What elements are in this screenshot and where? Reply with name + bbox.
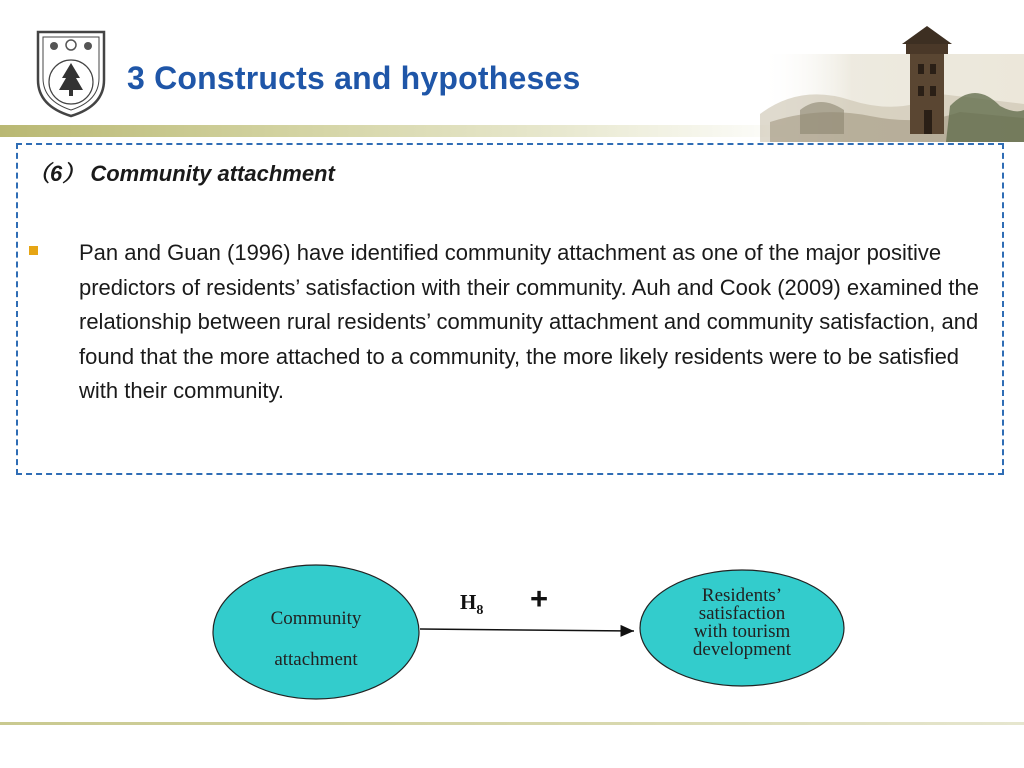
hypothesis-letter: H bbox=[460, 590, 477, 614]
header-bar bbox=[0, 125, 800, 137]
right-node-line: satisfaction bbox=[698, 603, 786, 624]
left-node-line: Community bbox=[270, 608, 362, 629]
hypothesis-label bbox=[460, 590, 483, 619]
slide-title: 3 Constructs and hypotheses bbox=[127, 60, 581, 96]
right-node-line: development bbox=[692, 639, 792, 660]
hypothesis-diagram bbox=[0, 540, 1024, 720]
hypothesis-arrow bbox=[420, 629, 634, 631]
positive-sign: + bbox=[530, 581, 549, 616]
left-node-label bbox=[236, 598, 396, 680]
body-paragraph: Pan and Guan (1996) have identified community attachment as one of the major positive predictors of residents’ satisfaction with their community. Auh and Cook (2009) examined the relationship between rural residents’ community attachment and community satisfaction, and found that the more attached to a community, the more likely residents were to be satisfied with their community. bbox=[79, 240, 980, 403]
right-node-label bbox=[652, 587, 832, 659]
left-node-line: attachment bbox=[274, 649, 358, 670]
bullet-square-icon bbox=[29, 246, 38, 255]
right-node-line: with tourism bbox=[693, 621, 791, 642]
footer-line bbox=[0, 722, 1024, 725]
university-logo bbox=[34, 28, 108, 118]
hypothesis-number: 8 bbox=[476, 603, 484, 618]
section-heading: （6） Community attachment bbox=[28, 161, 335, 186]
right-node-line: Residents’ bbox=[701, 585, 783, 606]
campus-building-image bbox=[760, 14, 1024, 142]
